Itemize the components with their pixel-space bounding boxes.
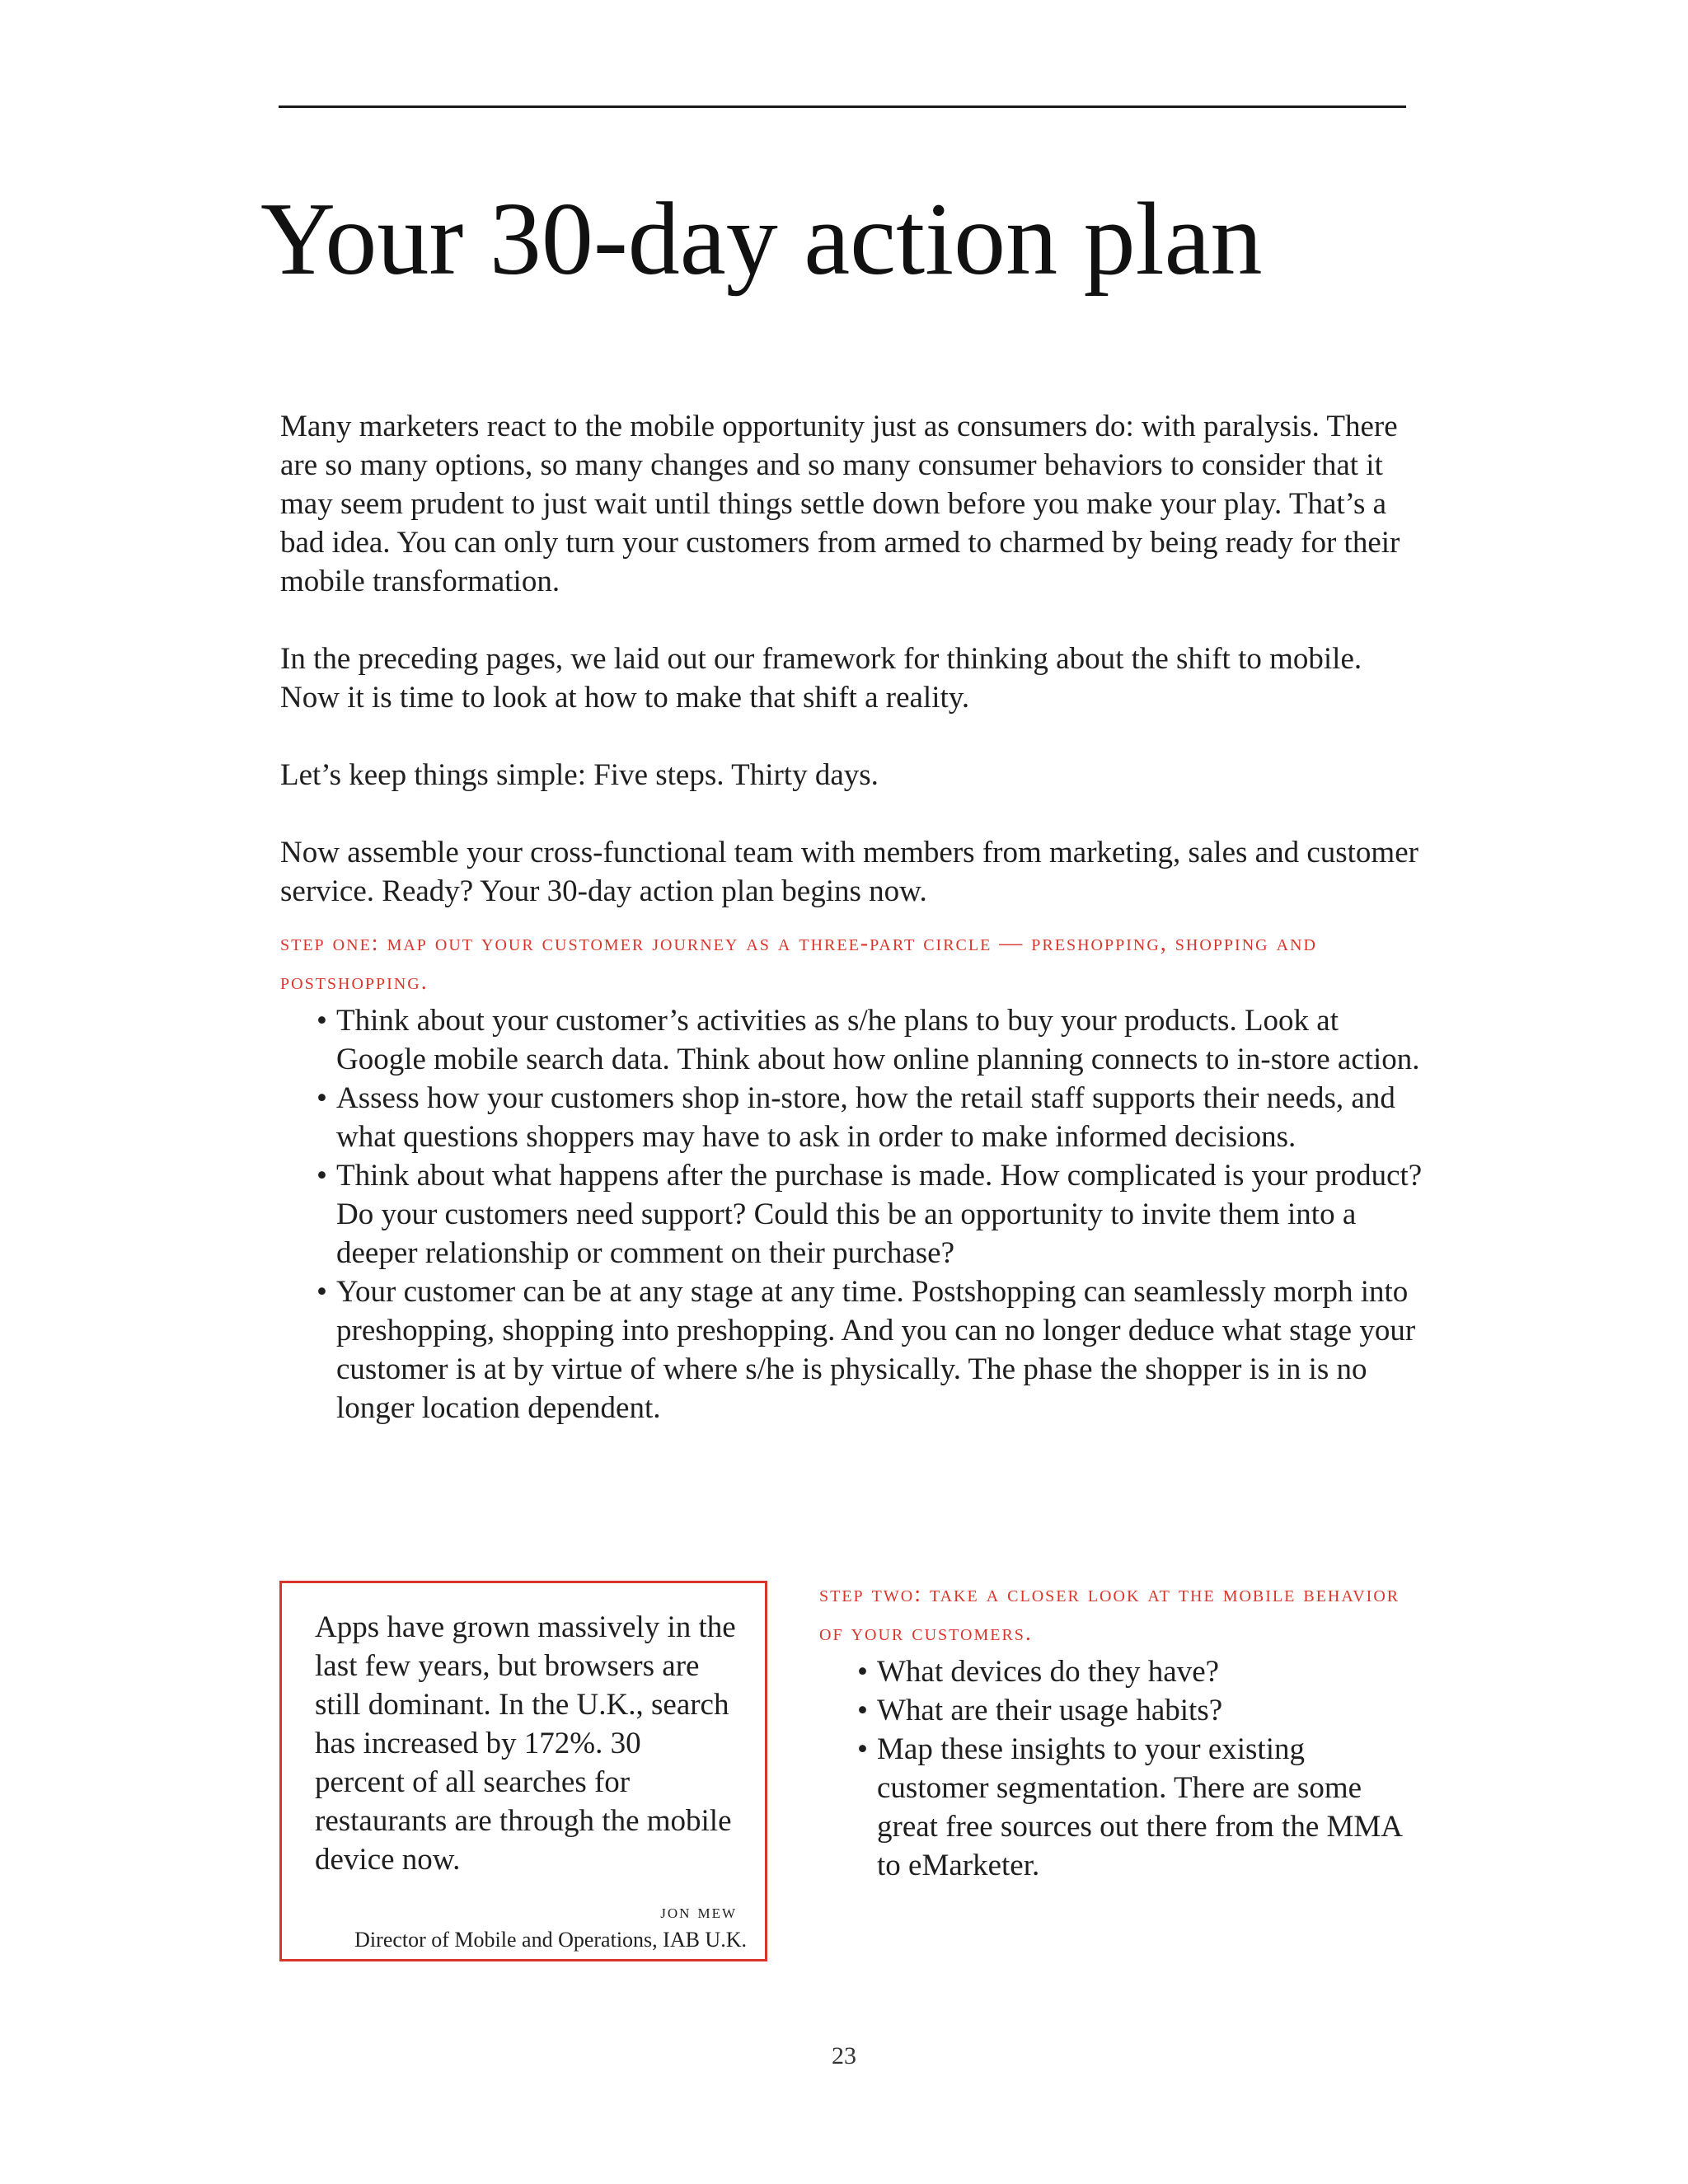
step-two-section (819, 1575, 1413, 1885)
quote-author: jon mew (660, 1901, 737, 1923)
step-two-list (819, 1652, 1413, 1885)
pull-quote-box (279, 1581, 767, 1961)
intro-paragraph-3: Let’s keep things simple: Five steps. Thirty days. (280, 758, 879, 792)
list-item: • Map these insights to your existing customer segmentation. There are some great free sources out there from the MMA to eMarketer. (857, 1730, 1413, 1885)
page-title: Your 30-day action plan (260, 182, 1263, 297)
quote-text: Apps have grown massively in the last few years, but browsers are still dominant. In the U.K., search has increased by 172%. 30 percent of all searches for restaurants are through the mobile device now. (315, 1610, 736, 1877)
page-number: 23 (832, 2042, 856, 2069)
quote-author-role: Director of Mobile and Operations, IAB U.K. (354, 1928, 747, 1952)
intro-paragraph-2: In the preceding pages, we laid out our framework for thinking about the shift to mobile. Now it is time to look at how to make that shift a reality. (280, 642, 1362, 715)
intro-paragraph-4: Now assemble your cross-functional team with members from marketing, sales and customer service. Ready? Your 30-day action plan begins now. (280, 836, 1418, 908)
top-rule (279, 105, 1406, 108)
main-body (280, 407, 1426, 1427)
step-one-list (280, 1001, 1426, 1427)
step-one-heading: step one: map out your customer journey as a three-part circle — preshopping, shopping and postshopping. (280, 930, 1317, 995)
step-two-heading: step two: take a closer look at the mobile behavior of your customers. (819, 1582, 1400, 1646)
intro-paragraph-1: Many marketers react to the mobile opportunity just as consumers do: with paralysis. There are so many options, so many changes and so many consumer behaviors to consider that it may seem prudent to just wait until things settle down before you make your play. That’s a bad idea. You can only turn your customers from armed to charmed by being ready for their mobile transformation. (280, 410, 1400, 598)
list-item: • What devices do they have? (857, 1652, 1413, 1691)
list-item: • What are their usage habits? (857, 1691, 1413, 1730)
list-item: • Your customer can be at any stage at any time. Postshopping can seamlessly morph into preshopping, shopping into preshopping. And you can no longer deduce what stage your customer is at by virtue of where s/he is physically. The phase the shopper is in is no longer location dependent. (316, 1272, 1426, 1427)
list-item: • Think about your customer’s activities as s/he plans to buy your products. Look at Google mobile search data. Think about how online planning connects to in-store action. (316, 1001, 1426, 1079)
list-item: • Think about what happens after the purchase is made. How complicated is your product? Do your customers need support? Could this be an opportunity to invite them into a deeper relationship or comment on their purchase? (316, 1156, 1426, 1272)
list-item: • Assess how your customers shop in-store, how the retail staff supports their needs, and what questions shoppers may have to ask in order to make informed decisions. (316, 1079, 1426, 1156)
